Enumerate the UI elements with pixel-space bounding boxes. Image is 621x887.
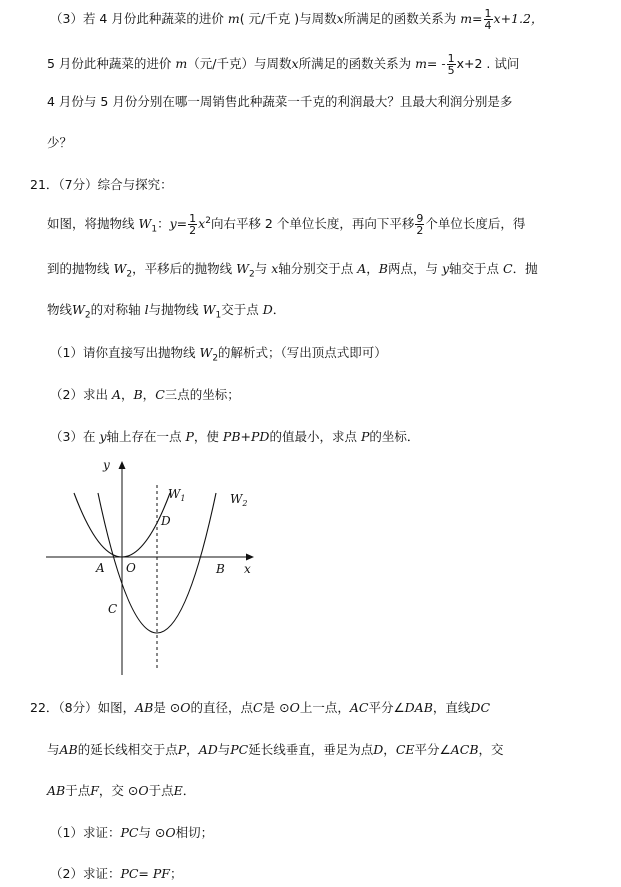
var-x: x xyxy=(336,11,344,26)
label-c: C xyxy=(108,602,118,616)
label-y: y xyxy=(103,458,110,472)
label-origin: O xyxy=(126,561,136,575)
label-w1: $W_1$ xyxy=(168,487,186,503)
label-d: D xyxy=(161,514,171,528)
eq-m2: m= - xyxy=(415,56,446,71)
label-a: A xyxy=(96,561,105,575)
q22-line2: 与AB的延长线相交于点P，AD与PC延长线垂直，垂足为点D，CE平分∠ACB，交 xyxy=(47,742,504,757)
y-axis-arrow xyxy=(119,461,126,469)
q20-text: （3）若 4 月份此种蔬菜的进价 xyxy=(50,11,224,26)
label-x: x xyxy=(244,562,251,576)
q21-part3: （3）在 y轴上存在一点 P，使 PB+PD的值最小，求点 P的坐标． xyxy=(50,429,420,444)
x-axis-arrow xyxy=(246,554,254,561)
q22-heading: 22．（8分）如图，AB是 ⊙O的直径，点C是 ⊙O上一点，AC平分∠DAB，直线DC xyxy=(30,700,491,715)
q22-line3: AB于点F，交 ⊙O于点E． xyxy=(47,783,196,798)
parabola-figure xyxy=(40,455,270,680)
q20-part3-line1 xyxy=(50,8,543,31)
q21-line3: 物线$W_2$的对称轴 l与抛物线 $W_1$交于点 D． xyxy=(47,302,286,321)
fraction-1-5: $\frac{1}{5}$ xyxy=(447,52,455,77)
label-w2: $W_2$ xyxy=(230,492,248,508)
eq-m: m= xyxy=(460,11,483,26)
q20-part3-line2: 5 月份此种蔬菜的进价 m（元/千克）与周数x所满足的函数关系为 m= - $\frac{1}{5}$ x+2 . 试问 xyxy=(47,52,520,77)
q22-part1: （1）求证：PC与 ⊙O相切； xyxy=(50,825,214,840)
q20-text: ( 元/千克 )与周数 xyxy=(239,11,337,26)
fraction-1-4: $\frac{1}{4}$ xyxy=(484,7,492,32)
fraction-1-2: $\frac{1}{2}$ xyxy=(189,212,197,237)
eq2-rhs: x+2 . 试问 xyxy=(456,56,520,71)
q22-part2: （2）求证：PC= PF； xyxy=(50,866,183,881)
q20-part3-line3: 4 月份与 5 月份分别在哪一周销售此种蔬菜一千克的利润最大？且最大利润分别是多 xyxy=(47,94,513,109)
eq1-rhs: x+1.2， xyxy=(493,11,544,26)
q20-part3-line4: 少？ xyxy=(47,135,73,150)
q21-line2: 到的抛物线 $W_2$，平移后的抛物线 $W_2$与 x轴分别交于点 A，B两点，与 y轴交于点 C．抛 xyxy=(47,261,538,280)
q21-heading: 21．（7分）综合与探究： xyxy=(30,177,173,192)
q21-line1: 如图，将抛物线 $W_1$：y= $\frac{1}{2}$ $x^2$向右平移 2 个单位长度，再向下平移 $\frac{9}{2}$ 个单位长度后，得 xyxy=(47,212,526,237)
label-b: B xyxy=(216,562,225,576)
fraction-9-2: $\frac{9}{2}$ xyxy=(416,212,424,237)
q20-text: 所满足的函数关系为 xyxy=(343,11,457,26)
q20-text: 5 月份此种蔬菜的进价 xyxy=(47,56,172,71)
q21-part1: （1）请你直接写出抛物线 $W_2$的解析式；（写出顶点式即可） xyxy=(50,345,387,364)
q21-part2: （2）求出 A，B，C三点的坐标； xyxy=(50,387,240,402)
var-m: m xyxy=(227,11,240,26)
